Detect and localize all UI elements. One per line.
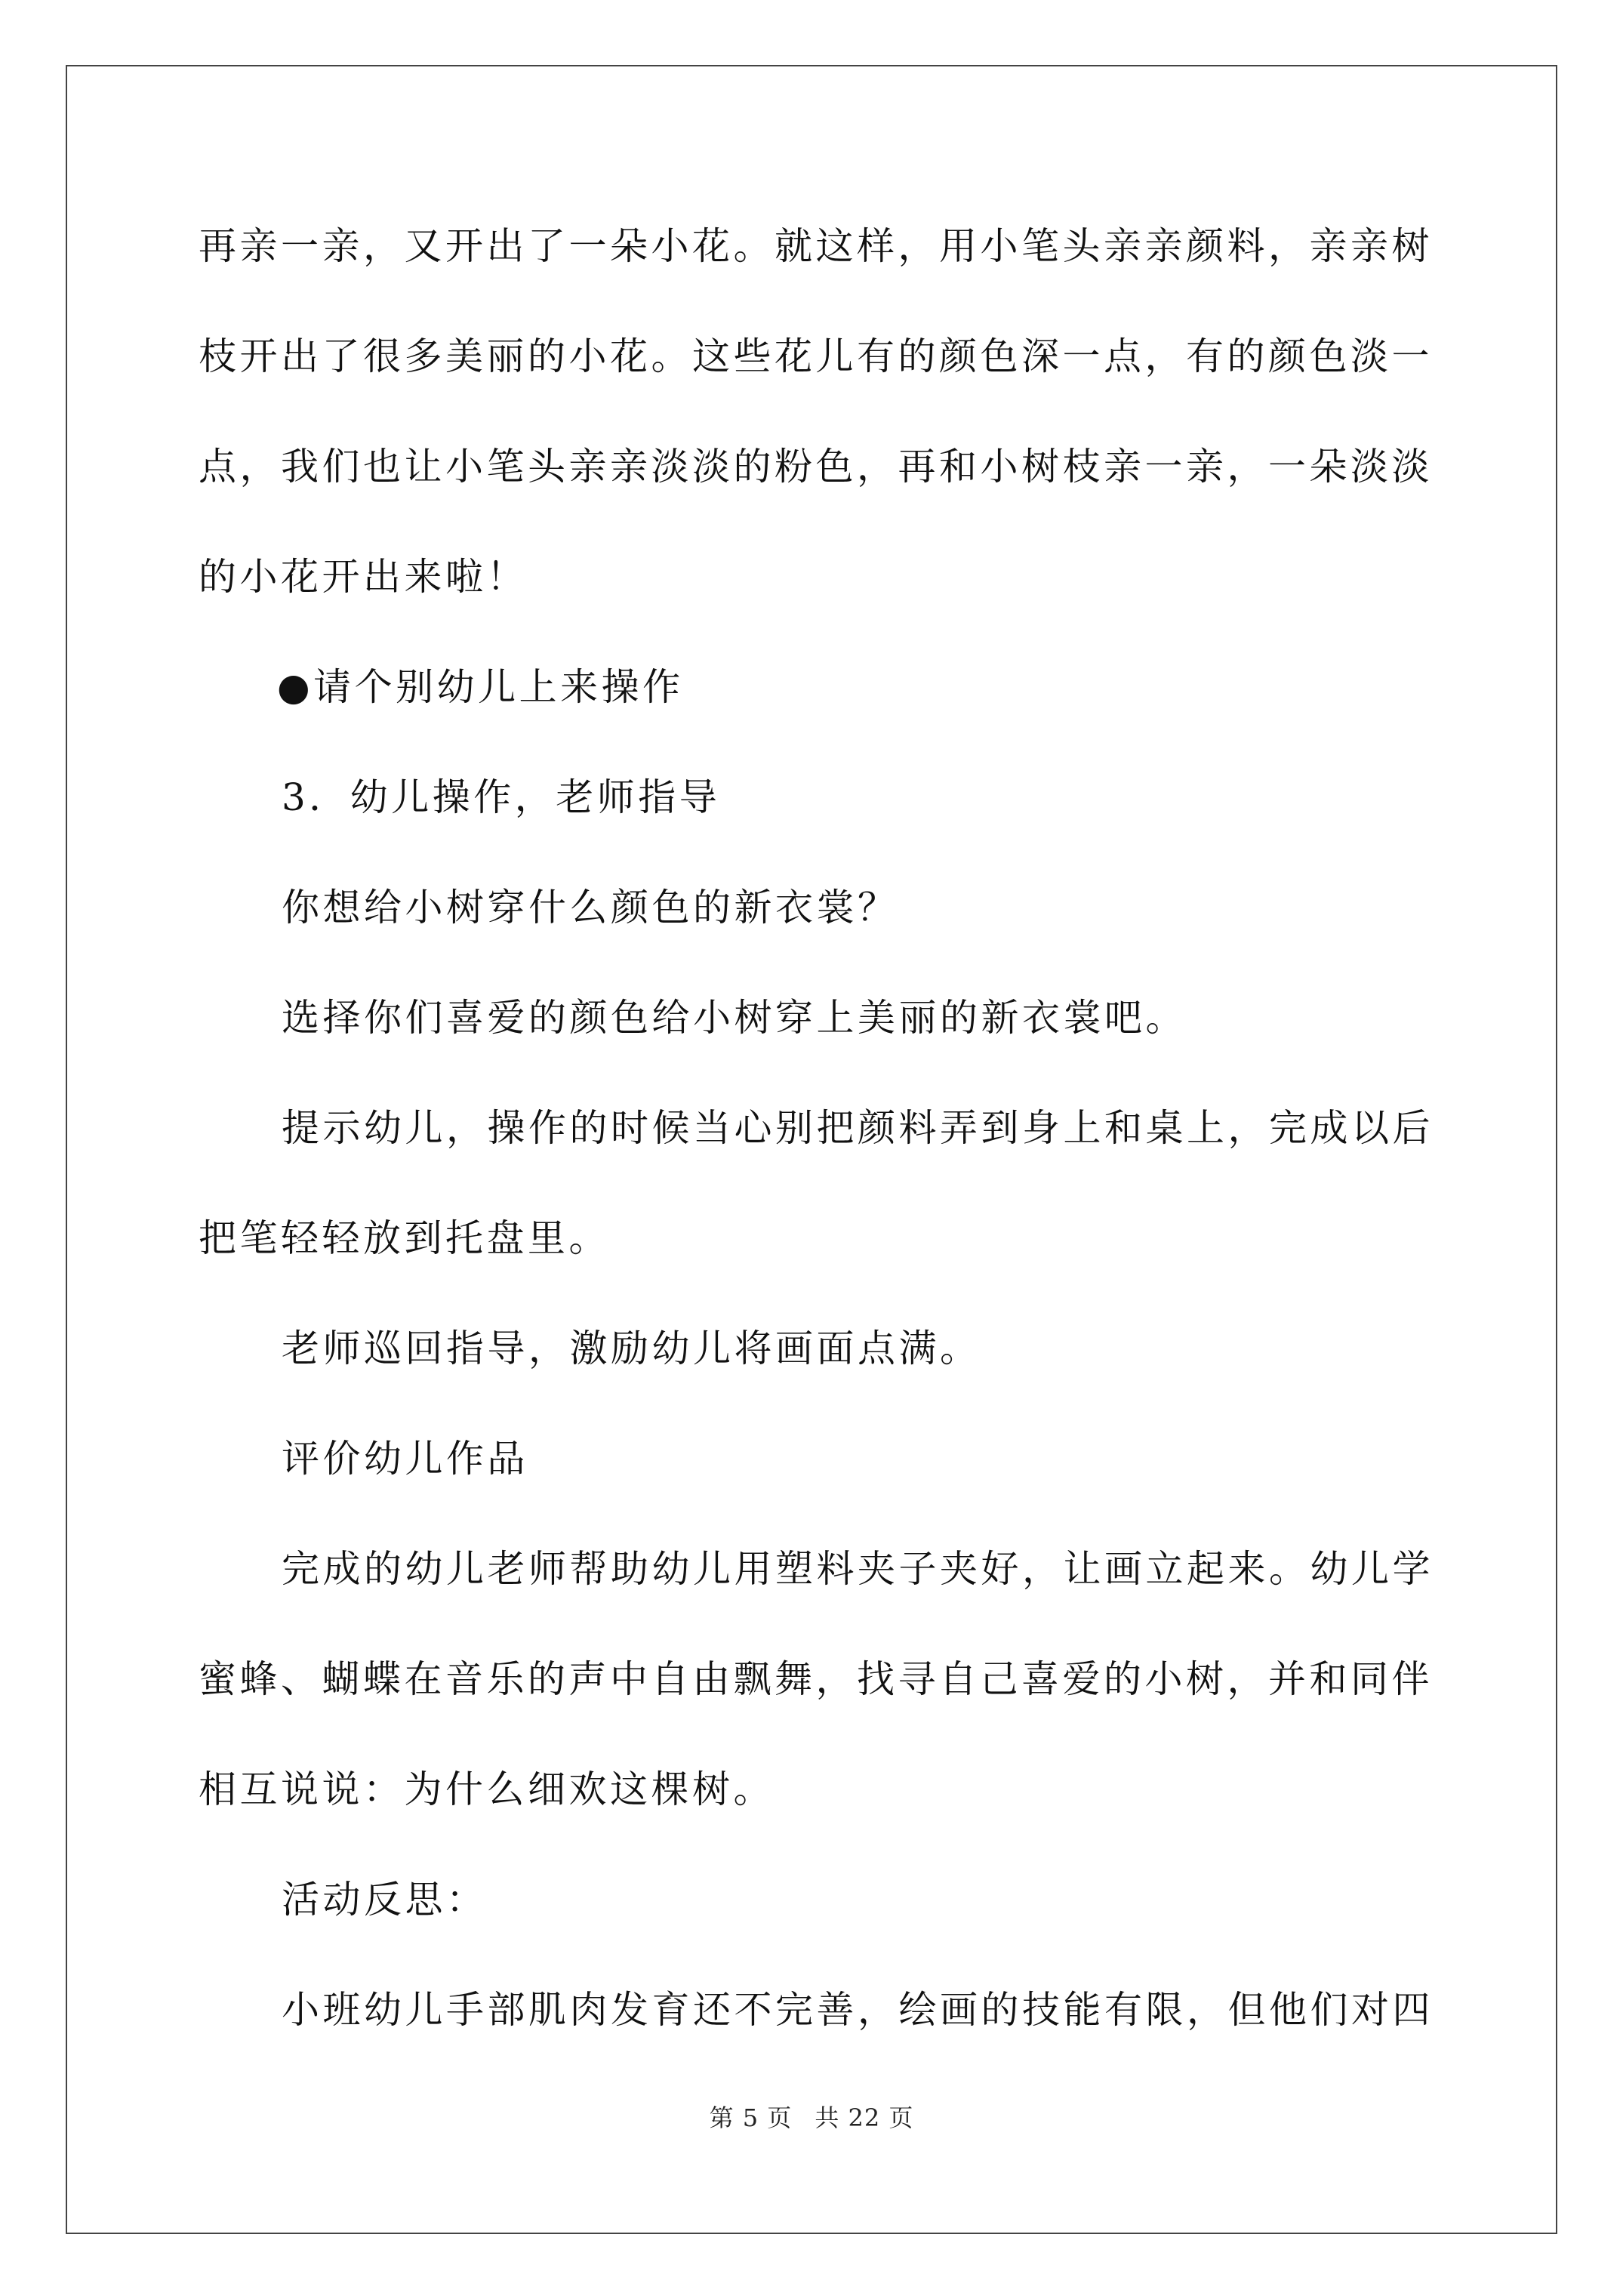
paragraph-line: 提示幼儿，操作的时候当心别把颜料弄到身上和桌上，完成以后 <box>282 1106 1434 1150</box>
paragraph-line: 活动反思： <box>282 1878 488 1922</box>
body-line: 蜜蜂、蝴蝶在音乐的声中自由飘舞，找寻自己喜爱的小树，并和同伴 <box>199 1657 1433 1701</box>
page-total: 共 22 页 <box>815 2103 914 2132</box>
paragraph-line: 你想给小树穿什么颜色的新衣裳？ <box>282 886 899 929</box>
body-line: 把笔轻轻放到托盘里。 <box>199 1216 610 1260</box>
paragraph-line: 评价幼儿作品 <box>282 1437 528 1481</box>
paragraph-line: 小班幼儿手部肌肉发育还不完善，绘画的技能有限，但他们对四 <box>282 1988 1434 2032</box>
section-heading: 3．幼儿操作，老师指导 <box>282 775 721 819</box>
paragraph-line: 完成的幼儿老师帮助幼儿用塑料夹子夹好，让画立起来。幼儿学 <box>282 1547 1434 1591</box>
paragraph-line: 选择你们喜爱的颜色给小树穿上美丽的新衣裳吧。 <box>282 996 1187 1040</box>
body-line: 的小花开出来啦！ <box>199 555 528 599</box>
page-footer <box>0 2103 1623 2133</box>
body-line: 相互说说：为什么细欢这棵树。 <box>199 1767 775 1811</box>
body-line: 枝开出了很多美丽的小花。这些花儿有的颜色深一点，有的颜色淡一 <box>199 334 1433 378</box>
paragraph-line: 老师巡回指导，激励幼儿将画面点满。 <box>282 1327 981 1370</box>
body-line: 再亲一亲，又开出了一朵小花。就这样，用小笔头亲亲颜料，亲亲树 <box>199 224 1433 268</box>
bullet-line: ●请个别幼儿上来操作 <box>277 665 684 709</box>
page-number: 第 5 页 <box>709 2103 793 2132</box>
body-line: 点，我们也让小笔头亲亲淡淡的粉色，再和小树枝亲一亲，一朵淡淡 <box>199 445 1433 488</box>
